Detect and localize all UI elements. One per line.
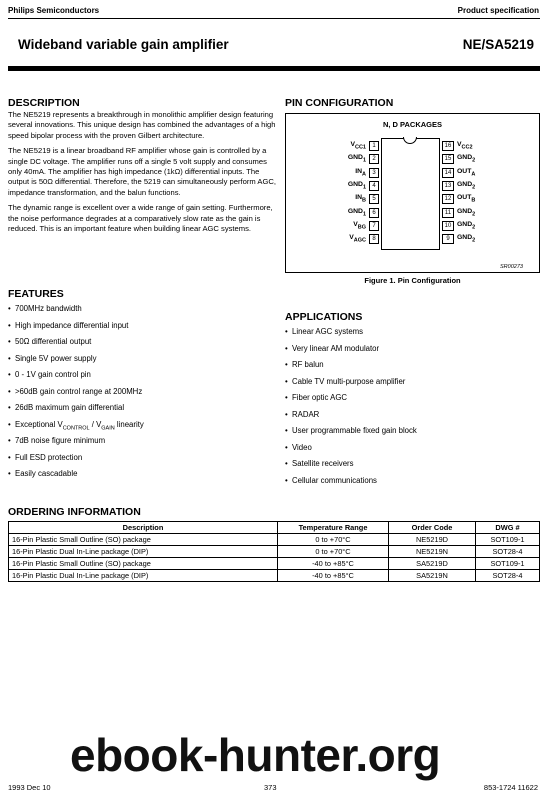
cell-order-code: NE5219N	[389, 546, 476, 558]
applications-list	[285, 327, 540, 492]
footer-page-number: 373	[264, 783, 277, 792]
cell-order-code: SA5219N	[389, 570, 476, 582]
cell-description: 16-Pin Plastic Dual In-Line package (DIP)	[9, 546, 278, 558]
pin-number-11: 11	[442, 208, 454, 218]
pin-label-12: $OUT_B$	[457, 194, 476, 204]
pin-number-12: 12	[442, 194, 454, 204]
features-heading: FEATURES	[8, 288, 64, 300]
pin-number-1: 1	[369, 141, 379, 151]
cell-dwg: SOT28-4	[476, 570, 540, 582]
title-rule	[8, 66, 540, 71]
cell-description: 16-Pin Plastic Small Outline (SO) package	[9, 534, 278, 546]
cell-dwg: SOT109-1	[476, 534, 540, 546]
feature-item: • Single 5V power supply	[8, 354, 276, 371]
linearity-text: Exceptional V	[15, 419, 63, 429]
ic-chip-outline	[381, 138, 440, 250]
feature-item: • 26dB maximum gain differential	[8, 403, 276, 420]
cell-temperature: 0 to +70°C	[278, 546, 389, 558]
figure-code: SR00273	[500, 264, 523, 270]
cell-temperature: -40 to +85°C	[278, 570, 389, 582]
figure-caption: Figure 1. Pin Configuration	[364, 276, 461, 285]
pin-subscript: 2	[472, 224, 476, 231]
feature-item: • 700MHz bandwidth	[8, 304, 276, 321]
part-number: NE/SA5219	[462, 37, 534, 52]
table-row	[9, 570, 540, 582]
pin-subscript: BG	[357, 224, 366, 231]
pin-number-4: 4	[369, 181, 379, 191]
feature-item: • High impedance differential input	[8, 321, 276, 338]
pin-subscript: CC1	[354, 144, 366, 151]
pin-label-14: $OUT_A$	[457, 167, 476, 177]
ordering-header-row	[9, 522, 540, 534]
table-row	[9, 546, 540, 558]
feature-item-linearity	[8, 420, 276, 437]
description-body	[8, 110, 276, 234]
column-header-dwg: DWG #	[476, 522, 540, 534]
pin-number-9: 9	[442, 234, 454, 244]
header-rule	[8, 18, 540, 19]
pin-subscript: 2	[472, 210, 476, 217]
application-item: • Satellite receivers	[285, 459, 540, 476]
column-header-temperature: Temperature Range	[278, 522, 389, 534]
application-item: • User programmable fixed gain block	[285, 426, 540, 443]
description-paragraph: The NE5219 represents a breakthrough in monolithic amplifier design featuring several innovations. This unique design has combined the advantages of a high speed bipolar process with the proven Gilbert architecture.	[8, 110, 276, 140]
watermark-text: ebook-hunter.org	[70, 729, 441, 781]
application-item: • Very linear AM modulator	[285, 344, 540, 361]
pin-label-15: $GND_2$	[457, 154, 476, 164]
pin-label-2: $GND_1$	[347, 154, 366, 164]
pin-label-8: $V_{AGC}$	[349, 234, 366, 244]
pin-number-15: 15	[442, 154, 454, 164]
pin-subscript: A	[471, 170, 476, 177]
cell-description: 16-Pin Plastic Dual In-Line package (DIP)	[9, 570, 278, 582]
linearity-mid: / V	[89, 419, 102, 429]
linearity-sub-control: CONTROL	[62, 425, 90, 432]
pin-subscript: 1	[362, 184, 366, 191]
feature-item: • Easily cascadable	[8, 469, 276, 486]
cell-dwg: SOT28-4	[476, 546, 540, 558]
pin-subscript: 2	[472, 237, 476, 244]
pin-number-6: 6	[369, 208, 379, 218]
feature-item: • 0 - 1V gain control pin	[8, 370, 276, 387]
cell-temperature: 0 to +70°C	[278, 534, 389, 546]
table-row	[9, 558, 540, 570]
application-item: • Video	[285, 443, 540, 460]
linearity-sub-gain: GAIN	[101, 425, 115, 432]
feature-item: • Full ESD protection	[8, 453, 276, 470]
pin-config-heading: PIN CONFIGURATION	[285, 97, 394, 109]
pin-number-16: 16	[442, 141, 454, 151]
cell-dwg: SOT109-1	[476, 558, 540, 570]
application-item: • Cellular communications	[285, 476, 540, 493]
description-heading: DESCRIPTION	[8, 97, 80, 109]
page-title: Wideband variable gain amplifier	[18, 37, 229, 52]
cell-temperature: -40 to +85°C	[278, 558, 389, 570]
pin-label-5: $IN_B$	[355, 194, 366, 204]
footer-code: 853-1724 11622	[483, 783, 538, 792]
pin-label-7: $V_{BG}$	[353, 220, 366, 231]
feature-item: • >60dB gain control range at 200MHz	[8, 387, 276, 404]
pin-number-14: 14	[442, 168, 454, 178]
linearity-tail: linearity	[114, 419, 144, 429]
pin-subscript: 2	[472, 157, 476, 164]
pin-subscript: B	[362, 197, 366, 204]
application-item: • RADAR	[285, 410, 540, 427]
pin-subscript: CC2	[461, 144, 473, 151]
pin-number-2: 2	[369, 154, 379, 164]
pin-number-10: 10	[442, 221, 454, 231]
description-paragraph: The NE5219 is a linear broadband RF amplifier whose gain is controlled by a single DC voltage. The amplifier runs off a single 5 volt supply and consumes only 40mA. The amplifier has high impedance (1kΩ) differential inputs. The output is 50Ω differential. Therefore, the 5219 can simultaneously perform AGC, impedance transformation, and the balun functions.	[8, 146, 276, 197]
pin-subscript: 2	[472, 184, 476, 191]
pin-subscript: B	[471, 197, 476, 204]
pin-label-10: $GND_2$	[457, 220, 476, 231]
document-type: Product specification	[457, 6, 539, 15]
description-paragraph: The dynamic range is excellent over a wide range of gain setting. Furthermore, the noise performance degrades at a comparatively slow rate as the gain is reduced. This is an important feature when building linear AGC systems.	[8, 203, 273, 234]
pin-label-11: $GND_2$	[457, 207, 476, 217]
pin-label-3: $IN_A$	[355, 167, 366, 177]
column-header-description: Description	[9, 522, 278, 534]
pin-number-13: 13	[442, 181, 454, 191]
column-header-order-code: Order Code	[389, 522, 476, 534]
cell-description: 16-Pin Plastic Small Outline (SO) package	[9, 558, 278, 570]
feature-item: • 7dB noise figure minimum	[8, 436, 276, 453]
pin-subscript: AGC	[353, 237, 366, 244]
ordering-table	[8, 521, 540, 582]
pin-label-13: $GND_2$	[457, 180, 476, 191]
pin-number-3: 3	[369, 168, 379, 178]
cell-order-code: NE5219D	[389, 534, 476, 546]
pin-subscript: 1	[362, 210, 366, 217]
application-item: • Fiber optic AGC	[285, 393, 540, 410]
feature-item: • 50Ω differential output	[8, 337, 276, 354]
pin-label-6: $GND_1$	[347, 207, 366, 217]
pin-label-9: $GND_2$	[457, 234, 476, 244]
pin-subscript: A	[362, 170, 366, 177]
pin-number-7: 7	[369, 221, 379, 231]
features-list	[8, 304, 276, 486]
pin-number-8: 8	[369, 234, 379, 244]
pin-number-5: 5	[369, 194, 379, 204]
table-row	[9, 534, 540, 546]
ordering-heading: ORDERING INFORMATION	[8, 506, 141, 518]
pin-label-16: $V_{CC2}$	[457, 141, 473, 151]
footer-date: 1993 Dec 10	[8, 783, 51, 792]
application-item: • RF balun	[285, 360, 540, 377]
pin-label-4: $GND_1$	[347, 180, 366, 191]
cell-order-code: SA5219D	[389, 558, 476, 570]
applications-heading: APPLICATIONS	[285, 311, 363, 323]
pin-label-1: $V_{CC1}$	[350, 141, 366, 151]
package-title: N, D PACKAGES	[382, 120, 443, 129]
application-item: • Linear AGC systems	[285, 327, 540, 344]
company-name: Philips Semiconductors	[8, 6, 100, 15]
application-item: • Cable TV multi-purpose amplifier	[285, 377, 540, 394]
pin-subscript: 1	[362, 157, 366, 164]
